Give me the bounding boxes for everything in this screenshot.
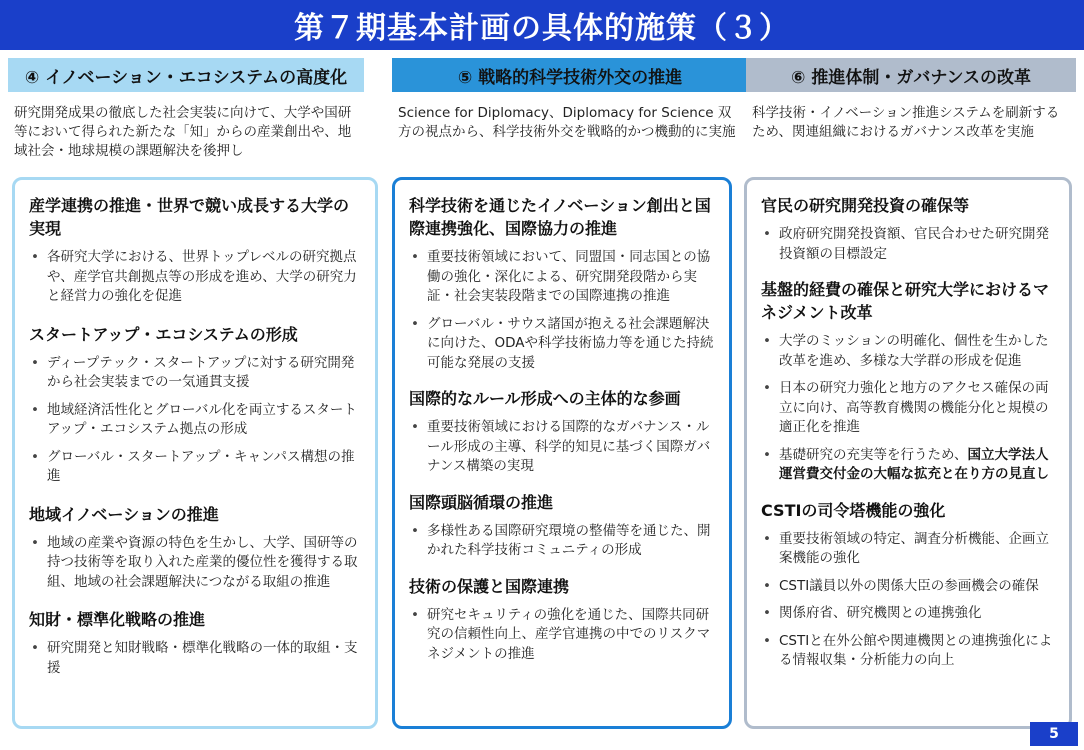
list-item: • 重要技術領域において、同盟国・同志国との協働の強化・深化による、研究開発段階から実証・社会実装段階までの国際連携の推進: [409, 248, 717, 307]
section-title: 官民の研究開発投資の確保等: [761, 196, 970, 215]
list-item: • 地域経済活性化とグローバル化を両立するスタートアップ・エコシステム拠点の形成: [29, 401, 363, 440]
list-item: • 政府研究開発投資額、官民合わせた研究開発投資額の目標設定: [761, 225, 1057, 264]
item-list: [409, 248, 717, 373]
item-list: [761, 530, 1057, 671]
section-title: スタートアップ・エコシステムの形成: [29, 324, 298, 344]
section: [761, 499, 1057, 671]
item-list: [29, 248, 363, 307]
item-list: [409, 606, 717, 665]
item-list: [409, 522, 717, 561]
item-emphasis: 国立大学法人運営費交付金の大幅な拡充と在り方の見直し: [779, 446, 1049, 482]
list-item: • グローバル・サウス諸国が抱える社会課題解決に向けた、ODAや科学技術協力等を通じた持続可能な発展の支援: [409, 315, 717, 374]
item-list: [29, 354, 363, 487]
item-text: 基礎研究の充実等を行うため、: [779, 446, 968, 463]
list-item: [761, 446, 1057, 485]
section-title: 地域イノベーションの推進: [29, 504, 219, 524]
column-description: 研究開発成果の徹底した社会実装に向けて、大学や国研等において得られた新たな「知」からの産業創出や、地域社会・地球規模の課題解決を後押し: [14, 105, 352, 159]
section: [409, 387, 717, 477]
list-item: • 関係府省、研究機関との連携強化: [761, 604, 1057, 624]
section-title: 知財・標準化戦略の推進: [29, 610, 206, 629]
list-item: • 重要技術領域の特定、調査分析機能、企画立案機能の強化: [761, 530, 1057, 569]
page-title: 第７期基本計画の具体的施策（３）: [294, 11, 790, 46]
list-item: • グローバル・スタートアップ・キャンパス構想の推進: [29, 448, 363, 487]
section: [29, 503, 363, 593]
section-title: 科学技術を通じたイノベーション創出と国際連携強化、国際協力の推進: [409, 196, 711, 238]
section: [409, 194, 717, 373]
section-title: 産学連携の推進・世界で競い成長する大学の実現: [29, 196, 350, 238]
list-item: • 研究セキュリティの強化を通じた、国際共同研究の信頼性向上、産学官連携の中でのリスクマネジメントの推進: [409, 606, 717, 665]
list-item: • 重要技術領域における国際的なガバナンス・ルール形成の主導、科学的知見に基づく国際ガバナンス構築の実現: [409, 418, 717, 477]
item-list: [761, 225, 1057, 264]
list-item: • 各研究大学における、世界トップレベルの研究拠点や、産学官共創拠点等の形成を進め、大学の研究力と経営力の強化を促進: [29, 248, 363, 307]
column-heading: ⑥ 推進体制・ガバナンスの改革: [746, 58, 1076, 92]
item-list: [29, 639, 363, 678]
section: [29, 194, 363, 307]
list-item: • CSTI議員以外の関係大臣の参画機会の確保: [761, 577, 1057, 597]
section-title: 技術の保護と国際連携: [409, 576, 570, 596]
section: [761, 278, 1057, 485]
section: [409, 491, 717, 561]
section-title: 国際的なルール形成への主体的な参画: [409, 389, 681, 408]
item-list: [29, 534, 363, 593]
measures-box-governance: [744, 177, 1072, 729]
item-list: [409, 418, 717, 477]
section-title: CSTIの司令塔機能の強化: [761, 500, 946, 520]
list-item: • 多様性ある国際研究環境の整備等を通じた、開かれた科学技術コミュニティの形成: [409, 522, 717, 561]
section: [409, 575, 717, 665]
list-item: • 日本の研究力強化と地方のアクセス確保の両立に向け、高等教育機関の機能分化と規模の適正化を推進: [761, 379, 1057, 438]
measures-box-innovation: [12, 177, 378, 729]
section: [29, 608, 363, 678]
item-list: [761, 332, 1057, 485]
list-item: • ディープテック・スタートアップに対する研究開発から社会実装までの一気通貫支援: [29, 354, 363, 393]
column-description: Science for Diplomacy、Diplomacy for Science 双方の視点から、科学技術外交を戦略的かつ機動的に実施: [398, 105, 736, 140]
column-description: 科学技術・イノベーション推進システムを刷新するため、関連組織におけるガバナンス改革を実施: [752, 105, 1060, 140]
column-heading: ⑤ 戦略的科学技術外交の推進: [392, 58, 748, 92]
list-item: • 研究開発と知財戦略・標準化戦略の一体的取組・支援: [29, 639, 363, 678]
section-title: 国際頭脳循環の推進: [409, 492, 554, 512]
section-title: 基盤的経費の確保と研究大学におけるマネジメント改革: [761, 280, 1050, 322]
page-number: 5: [1030, 722, 1078, 746]
title-bar: [0, 0, 1084, 50]
column-heading: ④ イノベーション・エコシステムの高度化: [8, 58, 364, 92]
section: [29, 323, 363, 487]
section: [761, 194, 1057, 264]
measures-box-diplomacy: [392, 177, 732, 729]
list-item: • 大学のミッションの明確化、個性を生かした改革を進め、多様な大学群の形成を促進: [761, 332, 1057, 371]
list-item: • CSTIと在外公館や関連機関との連携強化による情報収集・分析能力の向上: [761, 632, 1057, 671]
list-item: • 地域の産業や資源の特色を生かし、大学、国研等の持つ技術等を取り入れた産業的優位性を獲得する取組、地域の社会課題解決につながる取組の推進: [29, 534, 363, 593]
